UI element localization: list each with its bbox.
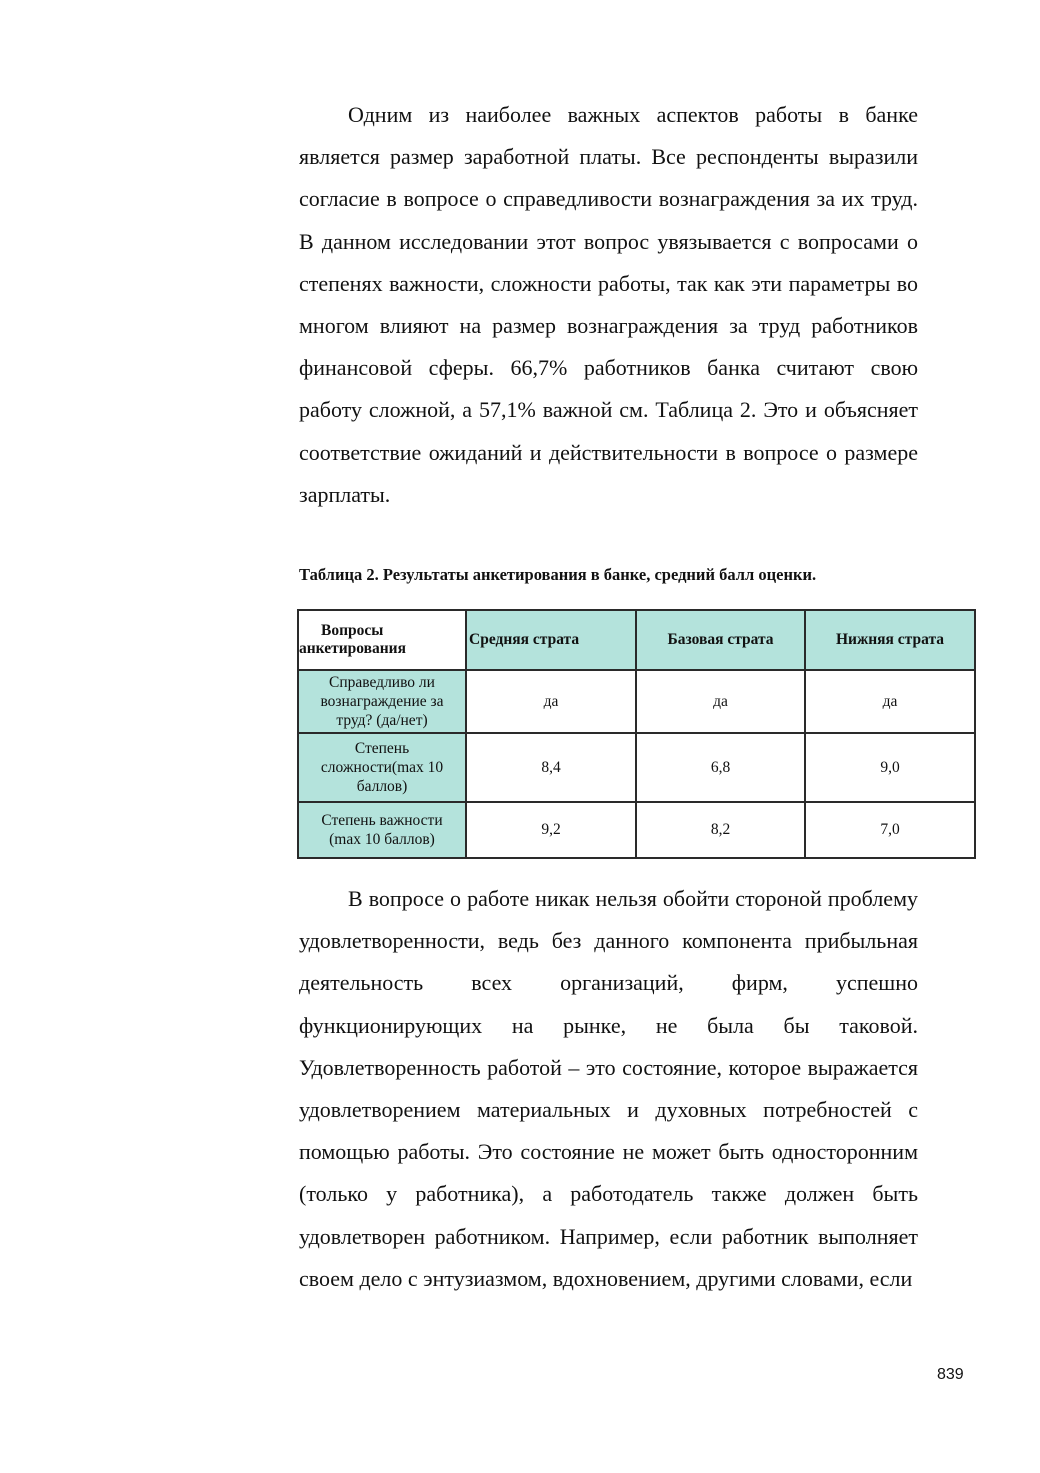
table-cell: да (805, 670, 975, 733)
question-line: (max 10 баллов) (329, 831, 435, 848)
question-line: Справедливо ли (329, 674, 435, 691)
table-header-row (298, 610, 975, 670)
table-caption: Таблица 2. Результаты анкетирования в банке, средний балл оценки. (299, 565, 817, 584)
table-cell: 8,4 (466, 733, 636, 802)
question-line: труд? (да/нет) (336, 712, 428, 729)
table-cell: 9,2 (466, 802, 636, 858)
question-line: вознаграждение за (320, 693, 444, 710)
table-cell: да (466, 670, 636, 733)
table-cell: 7,0 (805, 802, 975, 858)
table-row (298, 733, 975, 802)
table-cell: да (636, 670, 805, 733)
question-line: Степень важности (321, 812, 443, 829)
table-row (298, 670, 975, 733)
survey-results-table (297, 609, 976, 859)
question-line: сложности(max 10 (320, 759, 444, 776)
table-cell: 8,2 (636, 802, 805, 858)
header-questions-line-1: Вопросы (321, 622, 384, 639)
table-cell: 9,0 (805, 733, 975, 802)
row-question-importance (298, 802, 466, 858)
header-cell-questions (298, 610, 466, 670)
header-cell-base-stratum: Базовая страта (636, 610, 805, 670)
header-questions-line-2: анкетирования (299, 640, 407, 657)
body-paragraph-1: Одним из наиболее важных аспектов работы в банке является размер заработной платы. Все респонденты выразили согласие в вопросе о справедливости вознаграждения за их труд. В данном исследовании этот вопрос увязывается с вопросами о степенях важности, сложности работы, так как эти параметры во многом влияют на размер вознаграждения за труд работников финансовой сферы. 66,7% работников банка считают свою работу сложной, а 57,1% важной см. Таблица 2. Это и объясняет соответствие ожиданий и действительности в вопросе о размере зарплаты. (299, 102, 918, 507)
table-row (298, 802, 975, 858)
header-cell-middle-stratum: Средняя страта (466, 610, 636, 670)
question-line: баллов) (356, 778, 408, 795)
question-line: Степень (354, 740, 410, 757)
page-number: 839 (937, 1366, 964, 1383)
table-cell: 6,8 (636, 733, 805, 802)
body-paragraph-2: В вопросе о работе никак нельзя обойти стороной проблему удовлетворенности, ведь без данного компонента прибыльная деятельность всех организаций, фирм, успешно функционирующих на рынке, не была бы таковой. Удовлетворенность работой – это состояние, которое выражается удовлетворением материальных и духовных потребностей с помощью работы. Это состояние не может быть односторонним (только у работника), а работодатель также должен быть удовлетворен работником. Например, если работник выполняет своем дело с энтузиазмом, вдохновением, другими словами, если (299, 886, 918, 1291)
header-cell-lower-stratum: Нижняя страта (805, 610, 975, 670)
row-question-complexity (298, 733, 466, 802)
row-question-fairness (298, 670, 466, 733)
